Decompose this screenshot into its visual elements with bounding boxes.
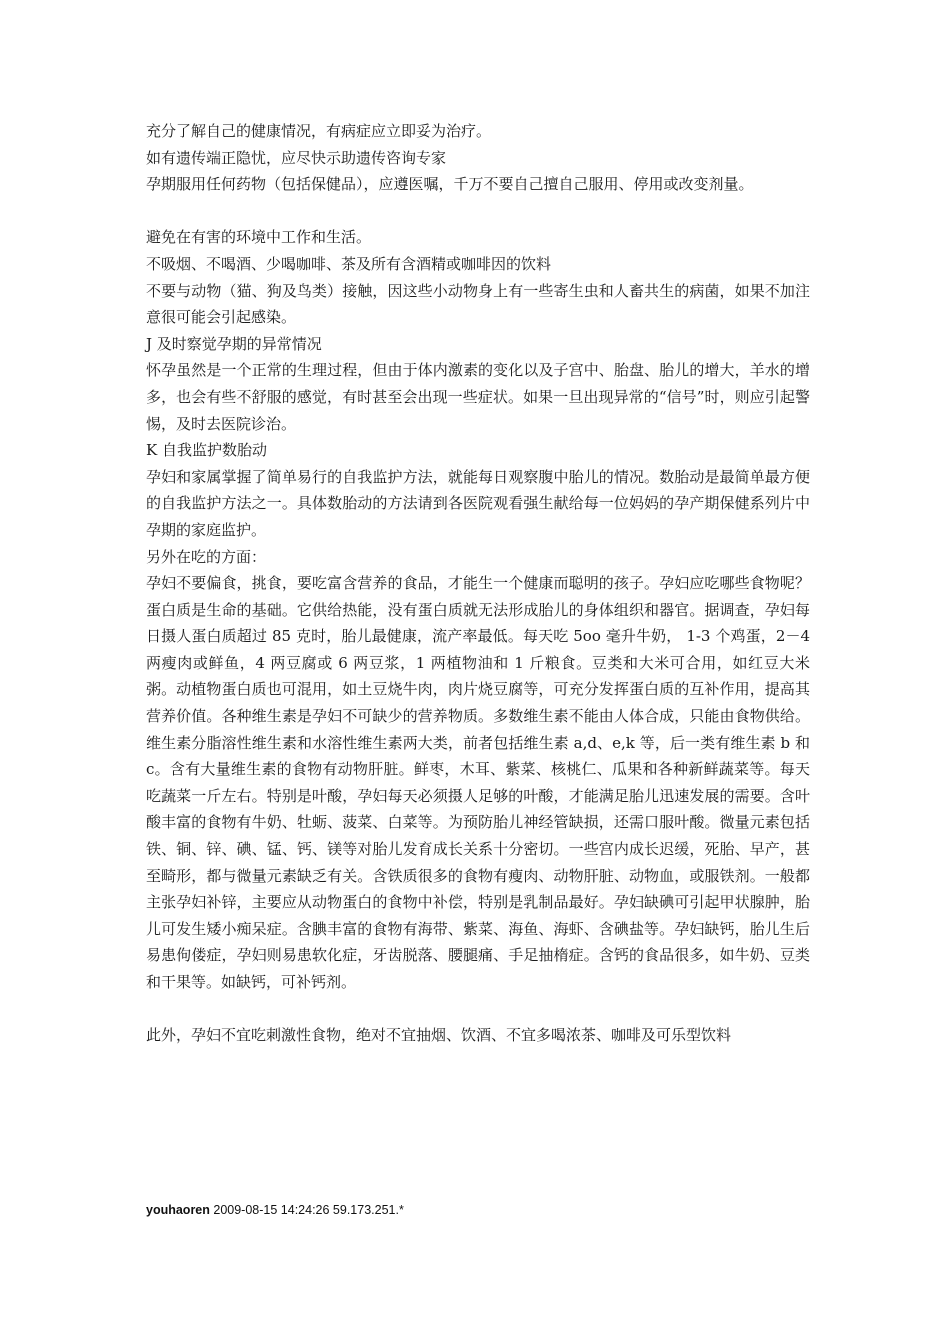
- paragraph: 避免在有害的环境中工作和生活。: [146, 228, 372, 247]
- document-body: [146, 118, 810, 1049]
- paragraph: 另外在吃的方面：: [146, 547, 267, 566]
- paragraph: 孕期服用任何药物（包括保健品），应遵医嘱，千万不要自己擅自己服用、停用或改变剂量。: [146, 175, 754, 194]
- section-heading: J 及时察觉孕期的异常情况: [146, 334, 322, 353]
- paragraph: 此外，孕妇不宜吃刺激性食物，绝对不宜抽烟、饮酒、不宜多喝浓茶、咖啡及可乐型饮料: [146, 1026, 732, 1045]
- paragraph: 孕妇和家属掌握了简单易行的自我监护方法，就能每日观察腹中胎儿的情况。数胎动是最简单最方便的自我监护方法之一。具体数胎动的方法请到各医院观看强生献给每一位妈妈的孕产期保健系列片中孕期的家庭监护。: [146, 467, 810, 539]
- paragraph: 不要与动物（猫、狗及鸟类）接触，因这些小动物身上有一些寄生虫和人畜共生的病菌，如果不加注意很可能会引起感染。: [146, 281, 810, 327]
- post-meta: 2009-08-15 14:24:26 59.173.251.*: [209, 1203, 404, 1217]
- paragraph: 不吸烟、不喝酒、少喝咖啡、茶及所有含酒精或咖啡因的饮料: [146, 254, 552, 273]
- paragraph: 充分了解自己的健康情况，有病症应立即妥为治疗。: [146, 122, 492, 140]
- section-heading: K 自我监护数胎动: [146, 441, 267, 460]
- author-name: youhaoren: [146, 1203, 210, 1217]
- paragraph: 怀孕虽然是一个正常的生理过程，但由于体内激素的变化以及子宫中、胎盘、胎儿的增大，羊水的增多，也会有些不舒服的感觉，有时甚至会出现一些症状。如果一旦出现异常的“信号”时，则应引起警惕，及时去医院诊治。: [146, 361, 810, 433]
- paragraph: 如有遗传端正隐忧，应尽快示助遗传咨询专家: [146, 148, 447, 167]
- paragraph: 孕妇不要偏食，挑食，要吃富含营养的食品，才能生一个健康而聪明的孩子。孕妇应吃哪些食物呢？蛋白质是生命的基础。它供给热能，没有蛋白质就无法形成胎儿的身体组织和器官。据调查，孕妇每日摄人蛋白质超过 85 克时，胎儿最健康，流产率最低。每天吃 5oo 毫升牛奶， 1-3 个鸡蛋，2－4 两瘦肉或鲜鱼，4 两豆腐或 6 两豆浆，1 两植物油和 1 斤粮食。豆类和大米可合用，如红豆大米粥。动植物蛋白质也可混用，如土豆烧牛肉，肉片烧豆腐等，可充分发挥蛋白质的互补作用，提高其营养价值。各种维生素是孕妇不可缺少的营养物质。多数维生素不能由人体合成，只能由食物供给。维生素分脂溶性维生素和水溶性维生素两大类，前者包括维生素 a,d、e,k 等，后一类有维生素 b 和 c。含有大量维生素的食物有动物肝脏。鲜枣，木耳、紫菜、核桃仁、瓜果和各种新鲜蔬菜等。每天吃蔬菜一斤左右。特别是叶酸，孕妇每天必须摄人足够的叶酸，才能满足胎儿迅速发展的需要。含叶酸丰富的食物有牛奶、牡蛎、菠菜、白菜等。为预防胎儿神经管缺损，还需口服叶酸。微量元素包括铁、铜、锌、碘、锰、钙、镁等对胎儿发育成长关系十分密切。一些宫内成长迟缓，死胎、早产，甚至畸形，都与微量元素缺乏有关。含铁质很多的食物有瘦肉、动物肝脏、动物血，或服铁剂。一般都主张孕妇补锌，主要应从动物蛋白的食物中补偿，特别是乳制品最好。孕妇缺碘可引起甲状腺肿，胎儿可发生矮小痴呆症。含腆丰富的食物有海带、紫菜、海鱼、海虾、含碘盐等。孕妇缺钙，胎儿生后易患佝偻症，孕妇则易患软化症，牙齿脱落、腰腿痛、手足抽楕症。含钙的食品很多，如牛奶、豆类和干果等。如缺钙，可补钙剂。: [146, 574, 810, 991]
- blank-line: [146, 996, 810, 1023]
- blank-line: [146, 198, 810, 225]
- post-signature: [146, 1203, 404, 1217]
